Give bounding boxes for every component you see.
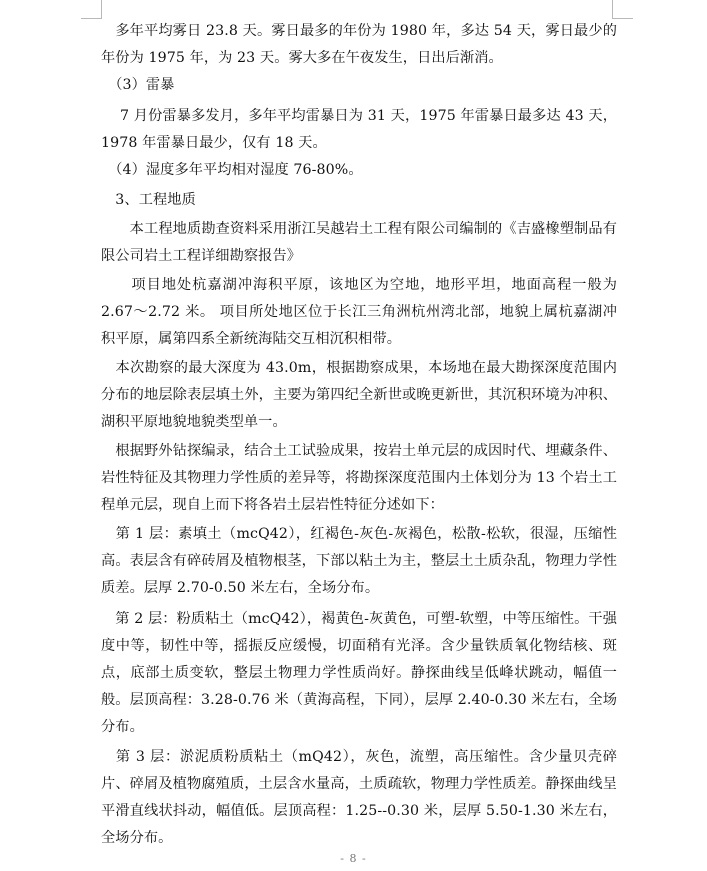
page-number: - 8 - xyxy=(340,852,367,865)
heading-thunderstorm: （3）雷暴 xyxy=(101,77,175,93)
paragraph-survey-depth: 本次勘察的最大深度为 43.0m，根据勘察成果，本场地在最大勘探深度范围内分布的地层除表层填土外，主要为第四纪全新世或晚更新世，其沉积环境为冲积、湖积平原地貌地貌类型单一。 xyxy=(101,360,617,430)
paragraph-layer-1: 第 1 层：素填土（mcQ42），红褐色-灰色-灰褐色，松散-松软，很湿，压缩性高。表层含有碎砖屑及植物根茎，下部以粘土为主，整层土土质杂乱，物理力学性质差。层厚 2.70-0.50 米左右，全场分布。 xyxy=(101,526,617,596)
page-corner-mark-right xyxy=(612,0,633,19)
paragraph-layer-2: 第 2 层：粉质粘土（mcQ42），褐黄色-灰黄色，可塑-软塑，中等压缩性。干强度中等，韧性中等，摇振反应缓慢，切面稍有光泽。含少量铁质氧化物结核、斑点，底部土质变软，整层土物理力学性质尚好。静探曲线呈低峰状跳动，幅值一般。层顶高程：3.28-0.76 米（黄海高程，下同），层厚 2.40-0.30 米左右，全场分布。 xyxy=(101,611,617,735)
paragraph-layer-division: 根据野外钻探编录，结合土工试验成果，按岩土单元层的成因时代、埋藏条件、岩性特征及其物理力学性质的差异等，将勘探深度范围内土体划分为 13 个岩土工程单元层，现自上而下将各岩土层岩性特征分述如下： xyxy=(101,443,617,513)
paragraph-thunderstorm: 7 月份雷暴多发月，多年平均雷暴日为 31 天，1975 年雷暴日最多达 43 天，1978 年雷暴日最少，仅有 18 天。 xyxy=(101,108,617,151)
paragraph-site-location: 项目地处杭嘉湖冲海积平原，该地区为空地，地形平坦，地面高程一般为2.67～2.72 米。 项目所处地区位于长江三角洲杭州湾北部，地貌上属杭嘉湖冲积平原，属第四系全新统海陆交互相沉积相带。 xyxy=(101,277,617,347)
paragraph-humidity: （4）湿度多年平均相对湿度 76-80%。 xyxy=(101,162,363,178)
heading-engineering-geology: 3、工程地质 xyxy=(101,192,196,208)
page-corner-mark-left xyxy=(81,0,102,19)
paragraph-layer-3: 第 3 层：淤泥质粉质粘土（mQ42），灰色，流塑，高压缩性。含少量贝壳碎片、碎屑及植物腐殖质，土层含水量高，土质疏软，物理力学性质差。静探曲线呈平滑直线状抖动，幅值低。层顶高程：1.25--0.30 米，层厚 5.50-1.30 米左右，全场分布。 xyxy=(101,749,617,846)
paragraph-fog-days: 多年平均雾日 23.8 天。雾日最多的年份为 1980 年，多达 54 天，雾日最少的年份为 1975 年，为 23 天。雾大多在午夜发生，日出后渐消。 xyxy=(101,23,617,66)
paragraph-survey-source: 本工程地质勘查资料采用浙江吴越岩土工程有限公司编制的《吉盛橡塑制品有限公司岩土工程详细勘察报告》 xyxy=(101,221,617,264)
